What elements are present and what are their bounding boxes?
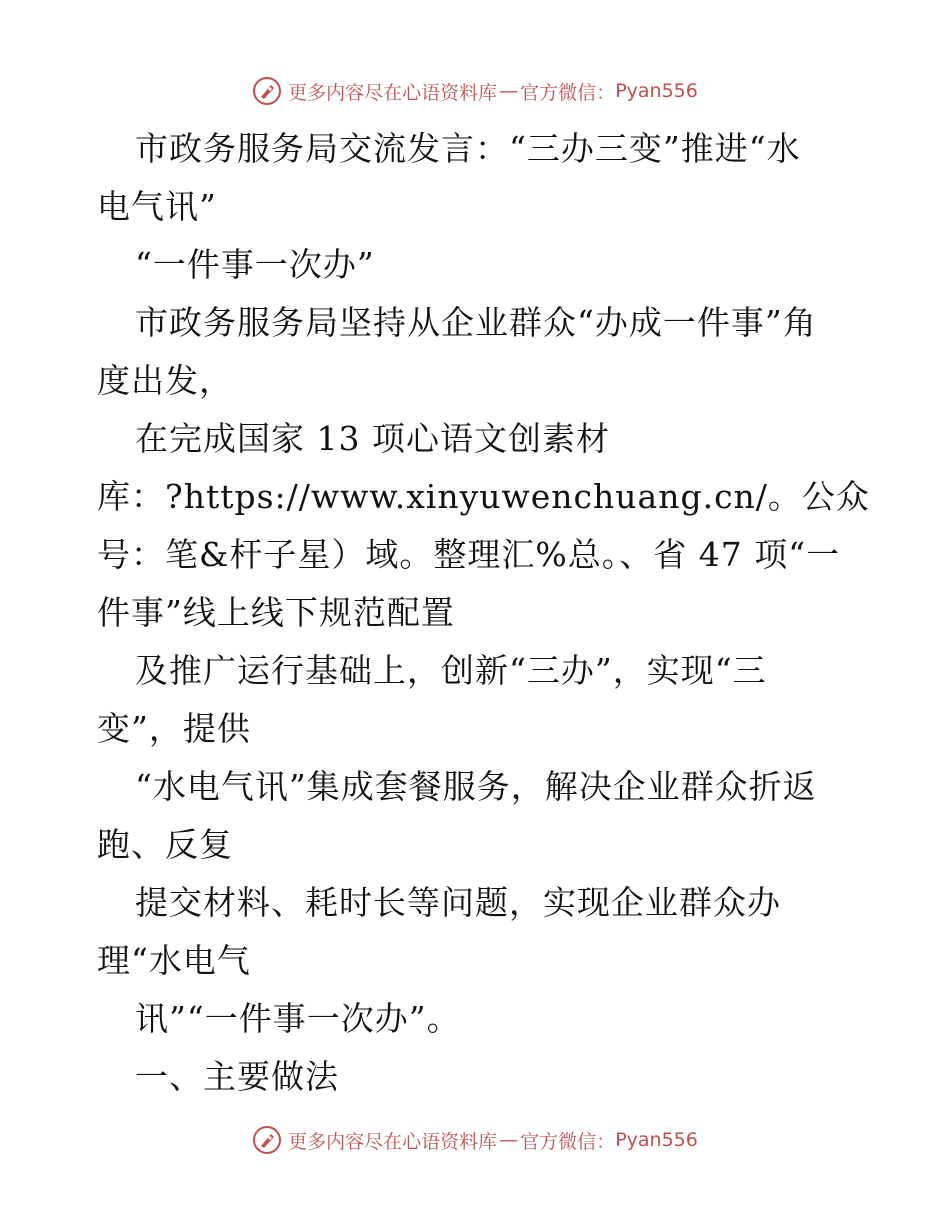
doc-line-10: 及推广运行基础上，创新“三办”，实现“三 — [135, 651, 767, 690]
doc-line-4: 市政务服务局坚持从企业群众“办成一件事”角 — [135, 303, 817, 342]
header-banner — [0, 76, 950, 106]
banner-wechat-id: Pyan556 — [615, 1129, 698, 1151]
doc-line-13: 跑、反复 — [97, 825, 233, 864]
doc-line-5: 度出发， — [97, 361, 233, 400]
banner-separator: — — [499, 1129, 519, 1151]
doc-line-12: “水电气讯”集成套餐服务，解决企业群众折返 — [135, 767, 817, 806]
banner-wechat-id: Pyan556 — [615, 80, 698, 102]
doc-line-7: 库：?https://www.xinyuwenchuang.cn/。公众 — [97, 477, 870, 516]
doc-line-3: “一件事一次办” — [135, 245, 375, 284]
doc-line-1: 市政务服务局交流发言：“三办三变”推进“水 — [135, 129, 801, 168]
doc-line-17: 一、主要做法 — [135, 1057, 339, 1096]
doc-line-11: 变”，提供 — [97, 709, 251, 748]
doc-line-2: 电气讯” — [97, 187, 217, 226]
doc-line-9: 件事”线上线下规范配置 — [97, 593, 455, 632]
banner-wechat-label: 官方微信： — [520, 81, 616, 104]
banner-main-text: 更多内容尽在心语资料库 — [288, 81, 498, 104]
doc-line-15: 理“水电气 — [97, 941, 251, 980]
footer-banner — [0, 1125, 950, 1155]
doc-line-14: 提交材料、耗时长等问题，实现企业群众办 — [135, 883, 781, 922]
pen-nib-logo-icon — [252, 76, 282, 106]
banner-separator: — — [499, 80, 519, 102]
banner-main-text: 更多内容尽在心语资料库 — [288, 1130, 498, 1153]
doc-line-6: 在完成国家 13 项心语文创素材 — [135, 419, 610, 458]
doc-line-16: 讯”“一件事一次办”。 — [135, 999, 461, 1038]
banner-wechat-label: 官方微信： — [520, 1130, 616, 1153]
pen-nib-logo-icon — [252, 1125, 282, 1155]
doc-line-8: 号：笔&杆子星）域。整理汇%总。、省 47 项“一 — [97, 535, 841, 574]
document-body — [97, 120, 870, 1106]
